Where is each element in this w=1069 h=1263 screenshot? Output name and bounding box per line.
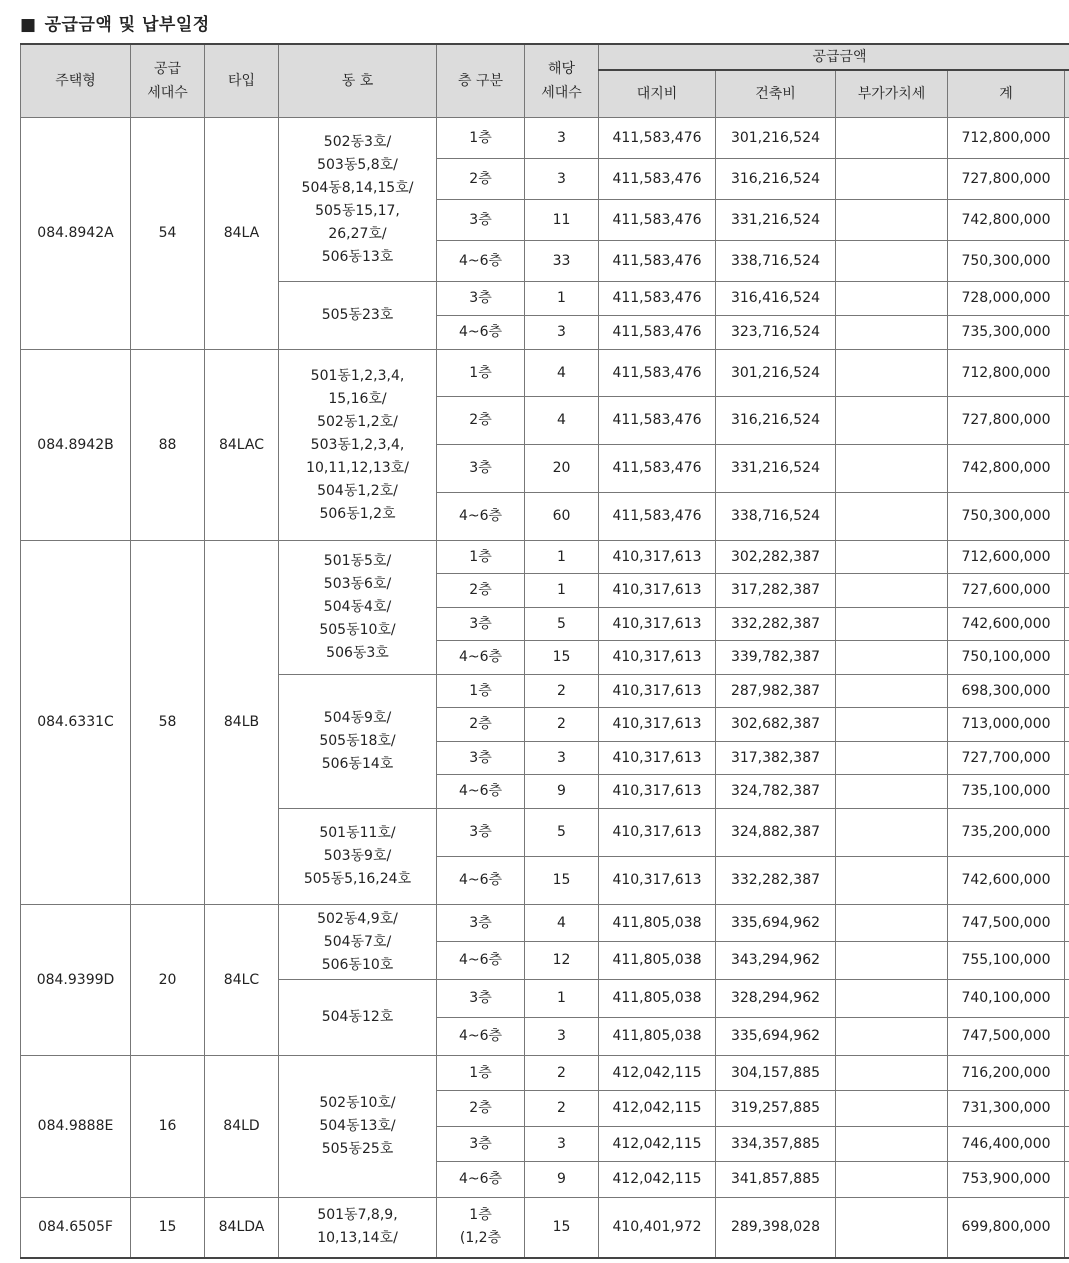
header-land: 대지비 (599, 70, 716, 118)
cell-land-cost: 410,317,613 (599, 708, 716, 742)
cell-units: 2 (525, 1091, 599, 1127)
cell-floor-text: 2층 (469, 170, 492, 187)
cell-building-cost: 331,216,524 (716, 445, 836, 493)
cell-land-cost: 411,805,038 (599, 905, 716, 942)
cell-building-cost: 323,716,524 (716, 316, 836, 350)
cell-type: 84LB (205, 541, 279, 905)
cell-land-cost: 410,317,613 (599, 775, 716, 809)
cell-units: 15 (525, 1198, 599, 1258)
cell-vat (836, 316, 948, 350)
page-title (20, 10, 210, 35)
cell-land-cost: 412,042,115 (599, 1127, 716, 1162)
cell-building-cost: 316,216,524 (716, 397, 836, 445)
cell-units: 5 (525, 809, 599, 857)
cell-housing-type: 084.9399D (21, 905, 131, 1056)
cell-vat (836, 708, 948, 742)
cell-floor-text: 3층 (469, 1135, 492, 1152)
cell-land-cost: 410,317,613 (599, 574, 716, 608)
cell-building-cost: 341,857,885 (716, 1162, 836, 1198)
cell-type: 84LA (205, 118, 279, 350)
cell-vat (836, 980, 948, 1018)
cell-extra (1065, 397, 1069, 445)
cell-units: 1 (525, 574, 599, 608)
header-dong-ho: 동 호 (279, 44, 437, 118)
cell-extra (1065, 241, 1069, 282)
cell-extra (1065, 1162, 1069, 1198)
cell-total: 742,600,000 (948, 857, 1065, 905)
cell-floor (437, 1056, 525, 1091)
cell-floor (437, 708, 525, 742)
cell-extra (1065, 608, 1069, 641)
cell-vat (836, 905, 948, 942)
cell-dong-ho-text: 501동11호/ 503동9호/ 505동5,16,24호 (303, 825, 412, 887)
cell-land-cost: 411,805,038 (599, 980, 716, 1018)
table-row (21, 541, 1069, 574)
table-row (21, 1198, 1069, 1258)
cell-total: 727,800,000 (948, 159, 1065, 200)
cell-housing-type: 084.8942A (21, 118, 131, 350)
cell-vat (836, 1056, 948, 1091)
cell-housing-type: 084.9888E (21, 1056, 131, 1198)
cell-housing-type: 084.6505F (21, 1198, 131, 1258)
cell-land-cost: 410,317,613 (599, 641, 716, 675)
cell-total: 742,800,000 (948, 445, 1065, 493)
cell-supply-units: 54 (131, 118, 205, 350)
cell-units: 2 (525, 675, 599, 708)
cell-units: 3 (525, 1127, 599, 1162)
header-units (525, 44, 599, 118)
header-building: 건축비 (716, 70, 836, 118)
cell-floor-text: 2층 (469, 582, 492, 598)
cell-floor (437, 942, 525, 980)
cell-units: 5 (525, 608, 599, 641)
cell-dong-ho-text: 502동3호/ 503동5,8호/ 504동8,14,15호/ 505동15,17, 26,27호/ 506동13호 (301, 133, 414, 265)
cell-dong-ho (279, 350, 437, 541)
cell-building-cost: 302,282,387 (716, 541, 836, 574)
cell-vat (836, 241, 948, 282)
cell-vat (836, 159, 948, 200)
table-row (21, 1056, 1069, 1091)
cell-building-cost: 301,216,524 (716, 118, 836, 159)
cell-vat (836, 1018, 948, 1056)
cell-floor (437, 641, 525, 675)
cell-extra (1065, 980, 1069, 1018)
cell-building-cost: 338,716,524 (716, 241, 836, 282)
cell-extra (1065, 1127, 1069, 1162)
cell-floor (437, 742, 525, 775)
cell-building-cost: 317,282,387 (716, 574, 836, 608)
price-table (20, 43, 1069, 1259)
cell-vat (836, 742, 948, 775)
table-row (21, 905, 1069, 942)
cell-floor (437, 1091, 525, 1127)
cell-land-cost: 411,583,476 (599, 316, 716, 350)
cell-vat (836, 675, 948, 708)
cell-dong-ho (279, 541, 437, 675)
cell-floor (437, 350, 525, 397)
cell-floor-text: 2층 (469, 412, 492, 428)
cell-type: 84LC (205, 905, 279, 1056)
cell-vat (836, 775, 948, 809)
cell-total: 750,100,000 (948, 641, 1065, 675)
cell-extra (1065, 159, 1069, 200)
cell-units: 33 (525, 241, 599, 282)
cell-building-cost: 332,282,387 (716, 857, 836, 905)
cell-floor (437, 282, 525, 316)
cell-land-cost: 412,042,115 (599, 1162, 716, 1198)
cell-floor-text: 3층 (469, 749, 492, 766)
cell-land-cost: 411,583,476 (599, 445, 716, 493)
cell-floor-text: 1층 (469, 129, 492, 146)
cell-vat (836, 857, 948, 905)
cell-building-cost: 343,294,962 (716, 942, 836, 980)
cell-floor (437, 1127, 525, 1162)
cell-extra (1065, 541, 1069, 574)
cell-vat (836, 608, 948, 641)
cell-supply-units: 58 (131, 541, 205, 905)
cell-total: 727,600,000 (948, 574, 1065, 608)
cell-units: 4 (525, 905, 599, 942)
cell-total: 755,100,000 (948, 942, 1065, 980)
cell-total: 713,000,000 (948, 708, 1065, 742)
cell-building-cost: 304,157,885 (716, 1056, 836, 1091)
cell-land-cost: 411,583,476 (599, 159, 716, 200)
cell-extra (1065, 809, 1069, 857)
header-extra (1065, 70, 1069, 118)
cell-extra (1065, 200, 1069, 241)
cell-building-cost: 332,282,387 (716, 608, 836, 641)
cell-floor (437, 493, 525, 541)
cell-total: 740,100,000 (948, 980, 1065, 1018)
cell-dong-ho (279, 1056, 437, 1198)
cell-building-cost: 317,382,387 (716, 742, 836, 775)
cell-units: 3 (525, 316, 599, 350)
cell-type: 84LD (205, 1056, 279, 1198)
cell-land-cost: 412,042,115 (599, 1056, 716, 1091)
cell-extra (1065, 641, 1069, 675)
cell-floor-text: 4~6층 (458, 1028, 503, 1044)
cell-dong-ho-text: 504동9호/ 505동18호/ 506동14호 (319, 710, 396, 772)
cell-floor-text: 4~6층 (458, 952, 503, 968)
cell-dong-ho-text: 502동4,9호/ 504동7호/ 506동10호 (317, 910, 398, 973)
cell-total: 716,200,000 (948, 1056, 1065, 1091)
cell-vat (836, 1091, 948, 1127)
cell-total: 753,900,000 (948, 1162, 1065, 1198)
table-body (21, 118, 1069, 1258)
cell-units: 3 (525, 742, 599, 775)
header-floor: 층 구분 (437, 44, 525, 118)
cell-extra (1065, 675, 1069, 708)
cell-floor-text: 4~6층 (458, 783, 503, 799)
cell-units: 4 (525, 350, 599, 397)
cell-extra (1065, 316, 1069, 350)
cell-floor-text: 4~6층 (458, 252, 503, 269)
cell-building-cost: 324,882,387 (716, 809, 836, 857)
cell-vat (836, 541, 948, 574)
cell-units: 1 (525, 980, 599, 1018)
cell-vat (836, 809, 948, 857)
cell-total: 699,800,000 (948, 1198, 1065, 1258)
cell-building-cost: 338,716,524 (716, 493, 836, 541)
cell-land-cost: 410,317,613 (599, 675, 716, 708)
cell-vat (836, 942, 948, 980)
header-supply-units (131, 44, 205, 118)
cell-floor (437, 541, 525, 574)
cell-supply-units: 88 (131, 350, 205, 541)
cell-total: 747,500,000 (948, 905, 1065, 942)
cell-units: 9 (525, 775, 599, 809)
cell-floor (437, 241, 525, 282)
cell-vat (836, 200, 948, 241)
cell-dong-ho (279, 1198, 437, 1258)
cell-supply-units: 16 (131, 1056, 205, 1198)
cell-land-cost: 410,317,613 (599, 541, 716, 574)
cell-total: 746,400,000 (948, 1127, 1065, 1162)
cell-land-cost: 411,583,476 (599, 241, 716, 282)
title-text: 공급금액 및 납부일정 (44, 15, 210, 35)
cell-dong-ho (279, 675, 437, 809)
cell-extra (1065, 574, 1069, 608)
cell-floor-text: 1층 (469, 364, 492, 381)
cell-extra (1065, 282, 1069, 316)
cell-total: 735,100,000 (948, 775, 1065, 809)
cell-floor-text: 1층 (1,2층 (459, 1207, 502, 1247)
cell-land-cost: 410,317,613 (599, 742, 716, 775)
cell-building-cost: 335,694,962 (716, 1018, 836, 1056)
table-row (21, 118, 1069, 159)
cell-land-cost: 410,317,613 (599, 608, 716, 641)
cell-floor-text: 1층 (469, 548, 492, 565)
cell-units: 20 (525, 445, 599, 493)
cell-floor (437, 675, 525, 708)
cell-floor (437, 857, 525, 905)
cell-extra (1065, 445, 1069, 493)
cell-land-cost: 410,317,613 (599, 809, 716, 857)
cell-supply-units: 20 (131, 905, 205, 1056)
cell-floor (437, 574, 525, 608)
table-row (21, 350, 1069, 397)
cell-land-cost: 411,583,476 (599, 282, 716, 316)
cell-floor-text: 4~6층 (458, 508, 503, 524)
cell-extra (1065, 708, 1069, 742)
cell-total: 750,300,000 (948, 493, 1065, 541)
cell-floor (437, 159, 525, 200)
header-total: 계 (948, 70, 1065, 118)
cell-land-cost: 412,042,115 (599, 1091, 716, 1127)
cell-vat (836, 574, 948, 608)
cell-floor (437, 1198, 525, 1258)
cell-building-cost: 334,357,885 (716, 1127, 836, 1162)
cell-dong-ho (279, 809, 437, 905)
cell-building-cost: 331,216,524 (716, 200, 836, 241)
cell-land-cost: 411,583,476 (599, 350, 716, 397)
cell-total: 742,800,000 (948, 200, 1065, 241)
cell-extra (1065, 742, 1069, 775)
cell-vat (836, 1198, 948, 1258)
cell-building-cost: 324,782,387 (716, 775, 836, 809)
cell-floor-text: 2층 (469, 716, 492, 732)
cell-dong-ho (279, 282, 437, 350)
cell-extra (1065, 1198, 1069, 1258)
cell-total: 727,800,000 (948, 397, 1065, 445)
cell-vat (836, 445, 948, 493)
cell-floor (437, 118, 525, 159)
cell-building-cost: 319,257,885 (716, 1091, 836, 1127)
cell-total: 712,800,000 (948, 118, 1065, 159)
cell-dong-ho-text: 501동1,2,3,4, 15,16호/ 502동1,2호/ 503동1,2,3,4, 10,11,12,13호/ 504동1,2호/ 506동1,2호 (306, 367, 409, 522)
cell-floor-text: 1층 (469, 1064, 492, 1081)
cell-land-cost: 411,805,038 (599, 942, 716, 980)
cell-floor (437, 775, 525, 809)
cell-units: 2 (525, 708, 599, 742)
cell-dong-ho-text: 501동5호/ 503동6호/ 504동4호/ 505동10호/ 506동3호 (319, 553, 396, 661)
cell-floor-text: 3층 (469, 290, 492, 306)
cell-units: 3 (525, 1018, 599, 1056)
cell-total: 698,300,000 (948, 675, 1065, 708)
cell-total: 727,700,000 (948, 742, 1065, 775)
cell-vat (836, 1162, 948, 1198)
cell-floor (437, 809, 525, 857)
cell-building-cost: 335,694,962 (716, 905, 836, 942)
cell-floor (437, 200, 525, 241)
cell-land-cost: 411,583,476 (599, 493, 716, 541)
cell-total: 747,500,000 (948, 1018, 1065, 1056)
cell-dong-ho (279, 118, 437, 282)
cell-extra (1065, 1091, 1069, 1127)
title-bullet: ■ (20, 15, 37, 35)
cell-total: 735,300,000 (948, 316, 1065, 350)
cell-units: 3 (525, 118, 599, 159)
cell-land-cost: 410,401,972 (599, 1198, 716, 1258)
cell-units: 1 (525, 541, 599, 574)
cell-housing-type: 084.6331C (21, 541, 131, 905)
cell-dong-ho (279, 980, 437, 1056)
cell-floor-text: 3층 (469, 460, 492, 476)
cell-building-cost: 302,682,387 (716, 708, 836, 742)
cell-type: 84LDA (205, 1198, 279, 1258)
cell-floor (437, 316, 525, 350)
cell-floor-text: 4~6층 (458, 649, 503, 665)
cell-building-cost: 328,294,962 (716, 980, 836, 1018)
cell-floor (437, 905, 525, 942)
cell-vat (836, 282, 948, 316)
cell-extra (1065, 118, 1069, 159)
cell-extra (1065, 905, 1069, 942)
cell-units: 60 (525, 493, 599, 541)
cell-building-cost: 287,982,387 (716, 675, 836, 708)
cell-extra (1065, 942, 1069, 980)
cell-building-cost: 289,398,028 (716, 1198, 836, 1258)
cell-extra (1065, 1056, 1069, 1091)
cell-floor (437, 1018, 525, 1056)
cell-floor-text: 2층 (469, 1100, 492, 1116)
cell-floor (437, 397, 525, 445)
cell-floor (437, 980, 525, 1018)
cell-vat (836, 350, 948, 397)
cell-extra (1065, 1018, 1069, 1056)
cell-supply-units: 15 (131, 1198, 205, 1258)
cell-housing-type: 084.8942B (21, 350, 131, 541)
cell-floor-text: 4~6층 (458, 324, 503, 340)
header-units-text: 해당 세대수 (541, 61, 582, 101)
cell-total: 735,200,000 (948, 809, 1065, 857)
cell-building-cost: 316,416,524 (716, 282, 836, 316)
header-supply-amount: 공급금액 (599, 44, 1069, 70)
cell-building-cost: 316,216,524 (716, 159, 836, 200)
cell-total: 712,600,000 (948, 541, 1065, 574)
cell-units: 2 (525, 1056, 599, 1091)
cell-floor-text: 4~6층 (458, 1171, 503, 1187)
cell-floor (437, 445, 525, 493)
cell-vat (836, 1127, 948, 1162)
cell-floor-text: 3층 (469, 211, 492, 228)
cell-units: 15 (525, 641, 599, 675)
cell-total: 728,000,000 (948, 282, 1065, 316)
cell-floor-text: 1층 (469, 682, 492, 699)
cell-extra (1065, 775, 1069, 809)
cell-vat (836, 641, 948, 675)
cell-total: 750,300,000 (948, 241, 1065, 282)
cell-floor (437, 608, 525, 641)
cell-vat (836, 493, 948, 541)
cell-vat (836, 397, 948, 445)
header-vat: 부가가치세 (836, 70, 948, 118)
cell-building-cost: 301,216,524 (716, 350, 836, 397)
cell-floor-text: 3층 (469, 990, 492, 1006)
cell-total: 731,300,000 (948, 1091, 1065, 1127)
cell-floor-text: 3층 (469, 914, 492, 931)
cell-floor-text: 3층 (469, 615, 492, 632)
cell-land-cost: 410,317,613 (599, 857, 716, 905)
cell-land-cost: 411,805,038 (599, 1018, 716, 1056)
cell-total: 742,600,000 (948, 608, 1065, 641)
header-housing-type: 주택형 (21, 44, 131, 118)
header-row-1 (21, 44, 1069, 70)
cell-dong-ho (279, 905, 437, 980)
price-table-container (20, 43, 1069, 1259)
cell-land-cost: 411,583,476 (599, 397, 716, 445)
cell-total: 712,800,000 (948, 350, 1065, 397)
cell-dong-ho-text: 505동23호 (321, 307, 394, 323)
cell-units: 12 (525, 942, 599, 980)
cell-floor (437, 1162, 525, 1198)
cell-type: 84LAC (205, 350, 279, 541)
cell-dong-ho-text: 504동12호 (321, 1009, 394, 1025)
cell-floor-text: 4~6층 (458, 872, 503, 888)
header-type: 타입 (205, 44, 279, 118)
header-supply-units-text: 공급 세대수 (147, 61, 188, 101)
cell-units: 15 (525, 857, 599, 905)
cell-extra (1065, 857, 1069, 905)
cell-extra (1065, 350, 1069, 397)
cell-land-cost: 411,583,476 (599, 118, 716, 159)
cell-extra (1065, 493, 1069, 541)
cell-units: 9 (525, 1162, 599, 1198)
cell-units: 1 (525, 282, 599, 316)
cell-floor-text: 3층 (469, 824, 492, 840)
cell-units: 11 (525, 200, 599, 241)
cell-building-cost: 339,782,387 (716, 641, 836, 675)
cell-units: 4 (525, 397, 599, 445)
cell-vat (836, 118, 948, 159)
cell-land-cost: 411,583,476 (599, 200, 716, 241)
cell-dong-ho-text: 502동10호/ 504동13호/ 505동25호 (319, 1095, 396, 1157)
cell-dong-ho-text: 501동7,8,9, 10,13,14호/ (317, 1207, 398, 1247)
cell-units: 3 (525, 159, 599, 200)
